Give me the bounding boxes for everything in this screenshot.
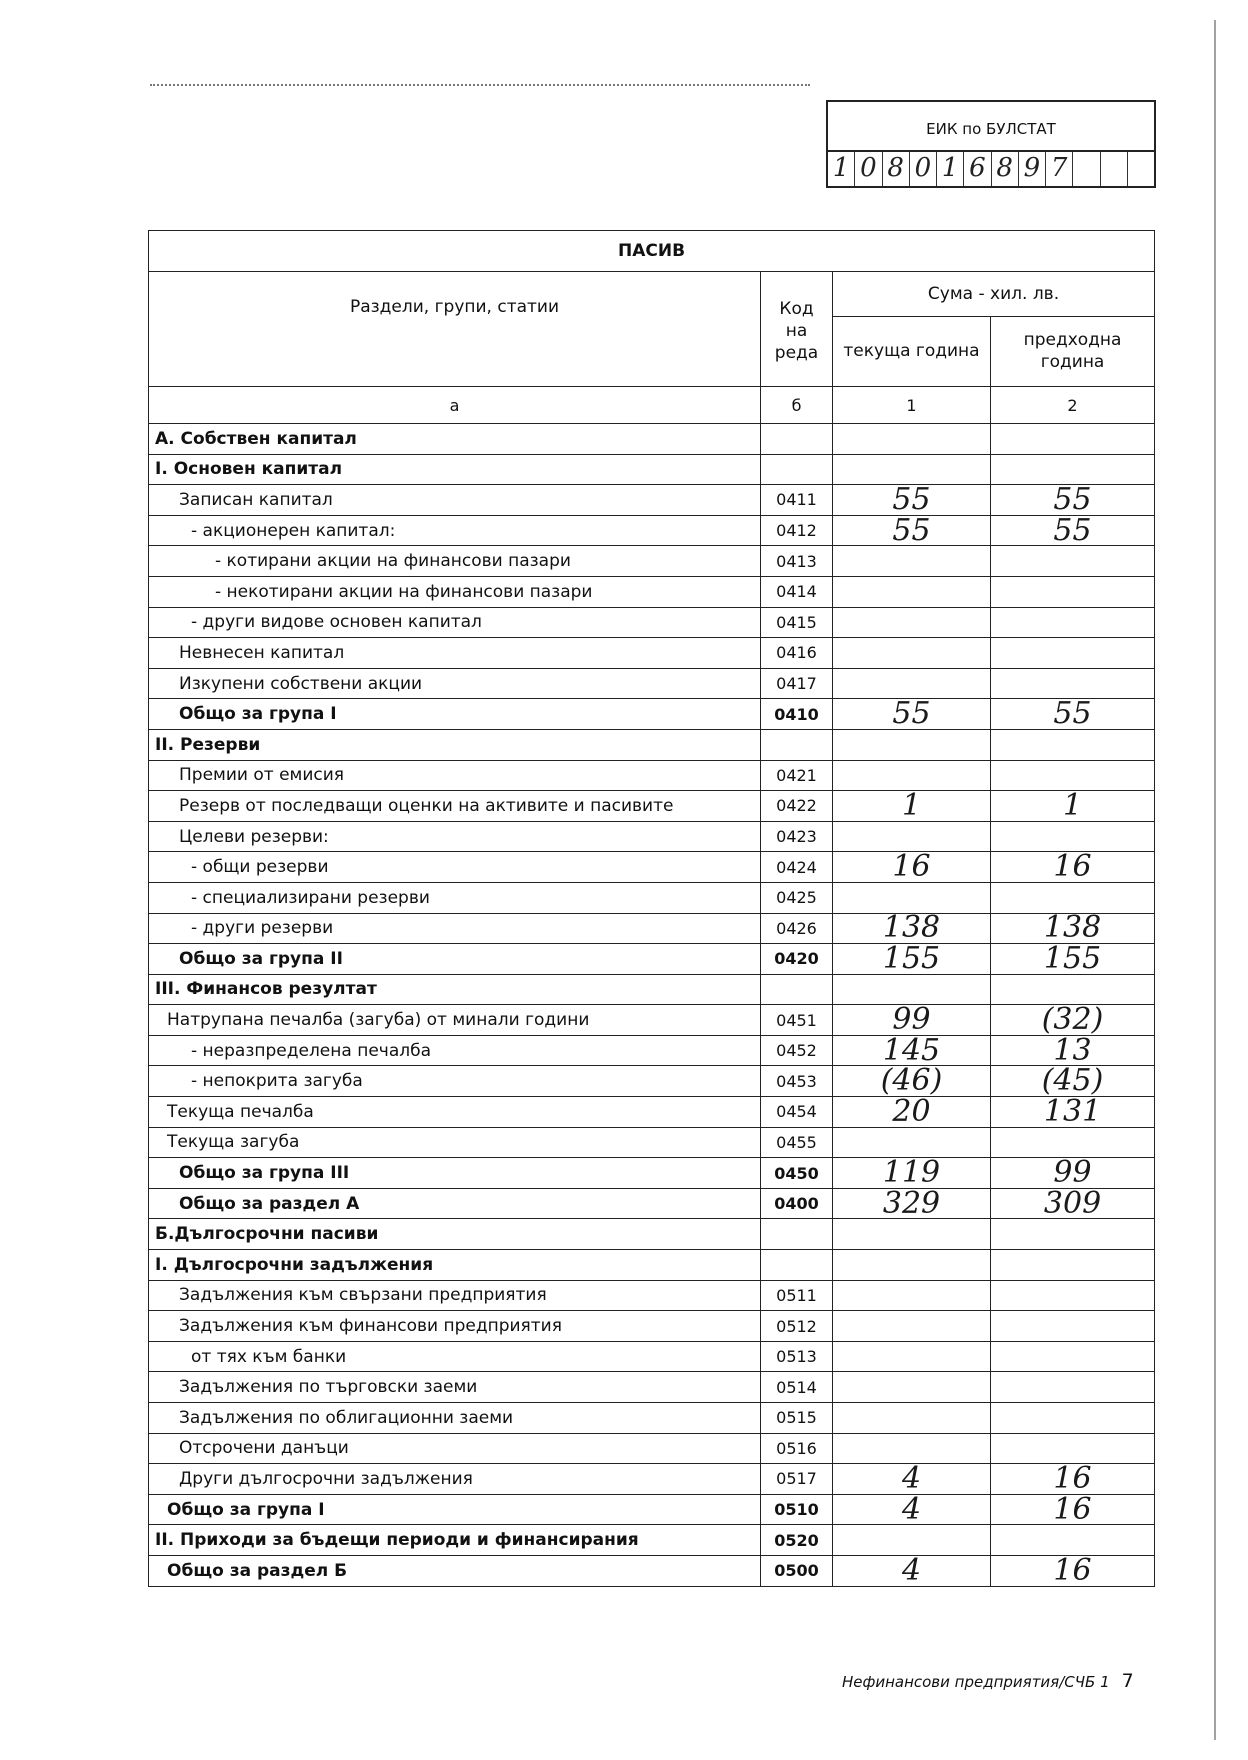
row-code: 0410: [761, 699, 833, 730]
col-header-code: Код на реда: [761, 272, 833, 387]
row-code: [761, 454, 833, 485]
table-row: [149, 699, 1155, 730]
eik-digit: 0: [855, 152, 882, 186]
value-previous: [991, 1219, 1155, 1250]
row-code: 0450: [761, 1158, 833, 1189]
row-code: 0511: [761, 1280, 833, 1311]
value-previous: [991, 424, 1155, 455]
row-label: - непокрита загуба: [149, 1066, 761, 1097]
value-current: [833, 607, 991, 638]
eik-box: [826, 100, 1156, 188]
row-label: - неразпределена печалба: [149, 1035, 761, 1066]
row-code: [761, 729, 833, 760]
row-code: 0512: [761, 1311, 833, 1342]
table-row: [149, 515, 1155, 546]
eik-digit: 7: [1046, 152, 1073, 186]
value-previous: 99: [991, 1158, 1155, 1189]
table-row: [149, 882, 1155, 913]
value-current: [833, 882, 991, 913]
value-current: [833, 454, 991, 485]
value-current: [833, 576, 991, 607]
subheader-2: 2: [991, 387, 1155, 424]
value-current: [833, 638, 991, 669]
value-previous: [991, 1525, 1155, 1556]
table-row: [149, 546, 1155, 577]
row-code: 0411: [761, 485, 833, 516]
table-row: [149, 729, 1155, 760]
table-row: [149, 1005, 1155, 1036]
row-label: II. Приходи за бъдещи периоди и финансирания: [149, 1525, 761, 1556]
subheader-b: б: [761, 387, 833, 424]
row-code: 0422: [761, 791, 833, 822]
col-header-sections: Раздели, групи, статии: [149, 272, 761, 387]
value-previous: [991, 607, 1155, 638]
row-label: Текуща печалба: [149, 1097, 761, 1128]
row-code: 0420: [761, 944, 833, 975]
value-previous: [991, 668, 1155, 699]
row-code: 0416: [761, 638, 833, 669]
table-row: [149, 1311, 1155, 1342]
row-label: Целеви резерви:: [149, 821, 761, 852]
value-previous: [991, 1311, 1155, 1342]
table-row: [149, 1158, 1155, 1189]
row-code: [761, 1250, 833, 1281]
eik-digit: 8: [883, 152, 910, 186]
row-code: [761, 1219, 833, 1250]
value-previous: [991, 882, 1155, 913]
eik-digit: 1: [937, 152, 964, 186]
value-previous: [991, 1250, 1155, 1281]
table-row: [149, 1250, 1155, 1281]
value-current: 55: [833, 699, 991, 730]
value-previous: 131: [991, 1097, 1155, 1128]
value-current: 155: [833, 944, 991, 975]
row-code: 0515: [761, 1403, 833, 1434]
row-code: 0455: [761, 1127, 833, 1158]
value-current: 1: [833, 791, 991, 822]
row-label: Отсрочени данъци: [149, 1433, 761, 1464]
value-current: 119: [833, 1158, 991, 1189]
value-previous: [991, 1280, 1155, 1311]
row-code: 0413: [761, 546, 833, 577]
eik-digit: 6: [964, 152, 991, 186]
row-label: - котирани акции на финансови пазари: [149, 546, 761, 577]
table-row: [149, 852, 1155, 883]
value-previous: [991, 1341, 1155, 1372]
value-current: 138: [833, 913, 991, 944]
value-current: [833, 821, 991, 852]
row-code: [761, 974, 833, 1005]
row-code: 0424: [761, 852, 833, 883]
row-code: 0423: [761, 821, 833, 852]
row-label: Общо за група II: [149, 944, 761, 975]
table-title: ПАСИВ: [149, 231, 1155, 272]
table-row: [149, 1066, 1155, 1097]
value-current: [833, 1403, 991, 1434]
row-code: 0426: [761, 913, 833, 944]
row-label: - специализирани резерви: [149, 882, 761, 913]
row-label: I. Основен капитал: [149, 454, 761, 485]
value-current: 20: [833, 1097, 991, 1128]
row-code: 0414: [761, 576, 833, 607]
row-code: 0415: [761, 607, 833, 638]
table-row: [149, 1188, 1155, 1219]
table-row: [149, 1341, 1155, 1372]
row-code: 0500: [761, 1555, 833, 1586]
value-current: [833, 424, 991, 455]
value-current: [833, 1525, 991, 1556]
table-row: [149, 1464, 1155, 1495]
value-current: 16: [833, 852, 991, 883]
table-row: [149, 576, 1155, 607]
value-current: [833, 974, 991, 1005]
table-row: [149, 1097, 1155, 1128]
table-row: [149, 974, 1155, 1005]
eik-digits: [828, 150, 1154, 186]
subheader-a: а: [149, 387, 761, 424]
row-label: Записан капитал: [149, 485, 761, 516]
table-row: [149, 1280, 1155, 1311]
value-previous: [991, 576, 1155, 607]
row-label: Резерв от последващи оценки на активите и пасивите: [149, 791, 761, 822]
value-current: [833, 729, 991, 760]
row-code: [761, 424, 833, 455]
value-previous: 1: [991, 791, 1155, 822]
row-label: - други видове основен капитал: [149, 607, 761, 638]
value-previous: 16: [991, 1464, 1155, 1495]
value-current: [833, 546, 991, 577]
row-code: 0412: [761, 515, 833, 546]
row-code: 0400: [761, 1188, 833, 1219]
table-row: [149, 485, 1155, 516]
value-current: 4: [833, 1464, 991, 1495]
eik-label: ЕИК по БУЛСТАТ: [926, 120, 1056, 138]
row-code: 0514: [761, 1372, 833, 1403]
row-label: Общо за група I: [149, 699, 761, 730]
value-previous: [991, 1433, 1155, 1464]
row-label: III. Финансов резултат: [149, 974, 761, 1005]
value-previous: (32): [991, 1005, 1155, 1036]
value-current: [833, 1250, 991, 1281]
row-label: I. Дългосрочни задължения: [149, 1250, 761, 1281]
table-row: [149, 424, 1155, 455]
eik-digit: [1128, 152, 1154, 186]
col-header-sum: Сума - хил. лв.: [833, 272, 1155, 317]
value-current: 55: [833, 515, 991, 546]
row-label: Задължения към финансови предприятия: [149, 1311, 761, 1342]
eik-digit: 9: [1019, 152, 1046, 186]
row-code: 0517: [761, 1464, 833, 1495]
row-label: Общо за раздел А: [149, 1188, 761, 1219]
row-label: - некотирани акции на финансови пазари: [149, 576, 761, 607]
value-previous: 55: [991, 515, 1155, 546]
row-code: 0425: [761, 882, 833, 913]
value-previous: [991, 974, 1155, 1005]
value-current: [833, 1219, 991, 1250]
value-previous: [991, 546, 1155, 577]
table-row: [149, 913, 1155, 944]
row-code: 0513: [761, 1341, 833, 1372]
table-row: [149, 944, 1155, 975]
row-code: 0454: [761, 1097, 833, 1128]
value-current: 4: [833, 1494, 991, 1525]
value-current: [833, 1280, 991, 1311]
table-row: [149, 791, 1155, 822]
value-previous: 16: [991, 1555, 1155, 1586]
value-previous: 55: [991, 699, 1155, 730]
row-label: - общи резерви: [149, 852, 761, 883]
table-row: [149, 1127, 1155, 1158]
subheader-1: 1: [833, 387, 991, 424]
value-current: 4: [833, 1555, 991, 1586]
table-row: [149, 1403, 1155, 1434]
row-label: Задължения по търговски заеми: [149, 1372, 761, 1403]
row-code: 0451: [761, 1005, 833, 1036]
row-label: от тях към банки: [149, 1341, 761, 1372]
value-previous: [991, 454, 1155, 485]
page-footer: [842, 1670, 1134, 1692]
eik-digit: 1: [828, 152, 855, 186]
value-current: [833, 1127, 991, 1158]
value-previous: [991, 729, 1155, 760]
row-label: Други дългосрочни задължения: [149, 1464, 761, 1495]
table-row: [149, 821, 1155, 852]
row-label: Задължения към свързани предприятия: [149, 1280, 761, 1311]
row-label: Невнесен капитал: [149, 638, 761, 669]
table-row: [149, 1035, 1155, 1066]
eik-digit: 8: [992, 152, 1019, 186]
table-row: [149, 607, 1155, 638]
eik-digit: 0: [910, 152, 937, 186]
value-previous: 55: [991, 485, 1155, 516]
table-row: [149, 454, 1155, 485]
footer-text: Нефинансови предприятия/СЧБ 1: [842, 1673, 1110, 1691]
row-label: II. Резерви: [149, 729, 761, 760]
value-previous: 16: [991, 852, 1155, 883]
value-current: 99: [833, 1005, 991, 1036]
value-previous: 13: [991, 1035, 1155, 1066]
row-label: Общо за раздел Б: [149, 1555, 761, 1586]
value-current: [833, 1311, 991, 1342]
row-code: 0452: [761, 1035, 833, 1066]
value-previous: [991, 1403, 1155, 1434]
table-row: [149, 638, 1155, 669]
table-row: [149, 1494, 1155, 1525]
value-current: (46): [833, 1066, 991, 1097]
row-code: 0520: [761, 1525, 833, 1556]
table-row: [149, 1433, 1155, 1464]
value-current: 145: [833, 1035, 991, 1066]
value-previous: [991, 760, 1155, 791]
col-header-previous: предходна година: [991, 316, 1155, 386]
value-previous: [991, 1127, 1155, 1158]
value-previous: (45): [991, 1066, 1155, 1097]
row-label: Натрупана печалба (загуба) от минали години: [149, 1005, 761, 1036]
table-row: [149, 1525, 1155, 1556]
row-label: Задължения по облигационни заеми: [149, 1403, 761, 1434]
table-row: [149, 668, 1155, 699]
eik-digit: [1073, 152, 1100, 186]
value-previous: [991, 821, 1155, 852]
col-header-current: текуща година: [833, 316, 991, 386]
row-label: Общо за група I: [149, 1494, 761, 1525]
value-current: 329: [833, 1188, 991, 1219]
liabilities-table: [148, 230, 1155, 1587]
value-current: [833, 1341, 991, 1372]
value-previous: [991, 638, 1155, 669]
value-previous: 155: [991, 944, 1155, 975]
row-code: 0510: [761, 1494, 833, 1525]
row-code: 0453: [761, 1066, 833, 1097]
table-row: [149, 1555, 1155, 1586]
value-current: [833, 760, 991, 791]
value-current: [833, 668, 991, 699]
dotted-header-line: [150, 84, 810, 86]
row-label: Б.Дългосрочни пасиви: [149, 1219, 761, 1250]
page-number: 7: [1121, 1670, 1134, 1692]
row-label: А. Собствен капитал: [149, 424, 761, 455]
row-label: Премии от емисия: [149, 760, 761, 791]
row-label: Общо за група III: [149, 1158, 761, 1189]
row-code: 0417: [761, 668, 833, 699]
value-previous: [991, 1372, 1155, 1403]
table-row: [149, 1372, 1155, 1403]
value-previous: 309: [991, 1188, 1155, 1219]
table-row: [149, 760, 1155, 791]
value-current: [833, 1433, 991, 1464]
row-label: - акционерен капитал:: [149, 515, 761, 546]
value-previous: 16: [991, 1494, 1155, 1525]
eik-digit: [1101, 152, 1128, 186]
value-current: [833, 1372, 991, 1403]
scan-edge-mark: [1214, 20, 1222, 1740]
row-code: 0516: [761, 1433, 833, 1464]
value-previous: 138: [991, 913, 1155, 944]
row-label: Изкупени собствени акции: [149, 668, 761, 699]
row-label: Текуща загуба: [149, 1127, 761, 1158]
table-row: [149, 1219, 1155, 1250]
row-label: - други резерви: [149, 913, 761, 944]
value-current: 55: [833, 485, 991, 516]
row-code: 0421: [761, 760, 833, 791]
